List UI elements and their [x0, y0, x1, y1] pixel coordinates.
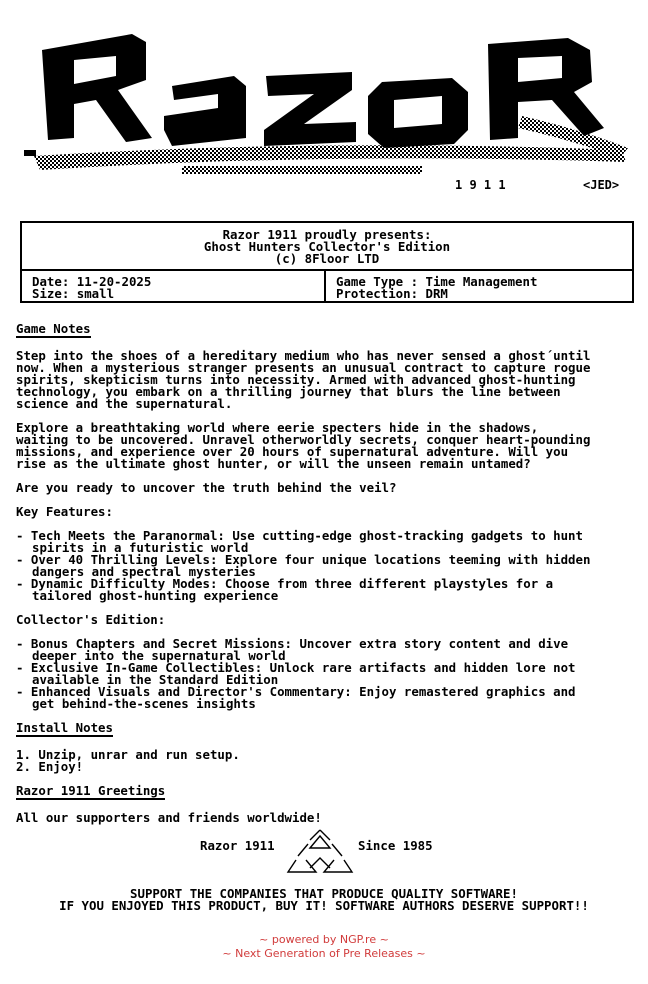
release-size: Size: small: [32, 286, 115, 301]
artist-tag: <JED>: [583, 178, 620, 192]
release-details-right: [326, 271, 632, 301]
support-line-1: SUPPORT THE COMPANIES THAT PRODUCE QUALITY SOFTWARE!: [130, 886, 518, 901]
game-type: Game Type : Time Management: [336, 274, 538, 289]
install-step-2: 2. Enjoy!: [16, 759, 84, 774]
feature-item: - Dynamic Difficulty Modes: Choose from three different playstyles for a tailored ghost-hunting experience: [16, 578, 636, 602]
ngp-tagline-link[interactable]: ~ Next Generation of Pre Releases ~: [222, 947, 426, 960]
game-notes-paragraph-1: Step into the shoes of a hereditary medium who has never sensed a ghost´until now. When a mysterious stranger presents an unusual contract to capture rogue spirits, skepticism turns into necessity. Armed with advanced ghost-hunting technology, you embark on a thrilling journey that blurs the line between science and the supernatural.: [16, 348, 591, 411]
footer-right-text: Since 1985: [358, 838, 433, 853]
release-details-row: [22, 271, 632, 301]
razor-wordmark-logo: [22, 20, 632, 180]
game-notes-paragraph-2: Explore a breathtaking world where eerie specters hide in the shadows, waiting to be uncovered. Unravel otherworldly secrets, conquer heart-pounding missions, and experience over 20 hours of supernatural adventure. Will you rise as the ultimate ghost hunter, or will the unseen remain untamed?: [16, 420, 591, 471]
ngp-powered-link[interactable]: ~ powered by NGP.re ~: [259, 933, 389, 946]
greetings-title: Razor 1911 Greetings: [16, 783, 166, 798]
release-details-left: [22, 271, 326, 301]
triangle-logo-icon: [286, 828, 354, 876]
razor-logo: [22, 20, 632, 195]
presents-line: Razor 1911 proudly presents:: [222, 227, 432, 242]
footer-logo: [0, 826, 648, 876]
protection: Protection: DRM: [336, 286, 448, 301]
collector-item: - Enhanced Visuals and Director's Commentary: Enjoy remastered graphics and get behind-the-scenes insights: [16, 686, 636, 710]
collector-item: - Bonus Chapters and Secret Missions: Uncover extra story content and dive deeper into the supernatural world: [16, 638, 636, 662]
nfo-content: [16, 323, 636, 824]
publisher-line: (c) 8Floor LTD: [274, 251, 380, 266]
footer-left-text: Razor 1911: [200, 838, 275, 853]
key-features-heading: Key Features:: [16, 504, 113, 519]
install-step-1: 1. Unzip, unrar and run setup.: [16, 747, 240, 762]
collector-heading: Collector's Edition:: [16, 612, 166, 627]
collector-list: [16, 638, 636, 710]
release-date: Date: 11-20-2025: [32, 274, 152, 289]
game-notes-title: Game Notes: [16, 321, 91, 336]
group-number: 1 9 1 1: [455, 178, 506, 192]
feature-item: - Over 40 Thrilling Levels: Explore four unique locations teeming with hidden dangers and spectral mysteries: [16, 554, 636, 578]
support-line-2: IF YOU ENJOYED THIS PRODUCT, BUY IT! SOFTWARE AUTHORS DESERVE SUPPORT!!: [59, 898, 589, 913]
collector-item: - Exclusive In-Game Collectibles: Unlock rare artifacts and hidden lore not available in the Standard Edition: [16, 662, 636, 686]
release-info-box: [20, 221, 634, 303]
game-title: Ghost Hunters Collector's Edition: [203, 239, 451, 254]
release-header: [22, 223, 632, 271]
game-notes-paragraph-3: Are you ready to uncover the truth behind the veil?: [16, 480, 397, 495]
install-notes-title: Install Notes: [16, 720, 113, 735]
feature-item: - Tech Meets the Paranormal: Use cutting-edge ghost-tracking gadgets to hunt spirits in a futuristic world: [16, 530, 636, 554]
greetings-text: All our supporters and friends worldwide!: [16, 810, 322, 825]
key-features-list: [16, 530, 636, 602]
